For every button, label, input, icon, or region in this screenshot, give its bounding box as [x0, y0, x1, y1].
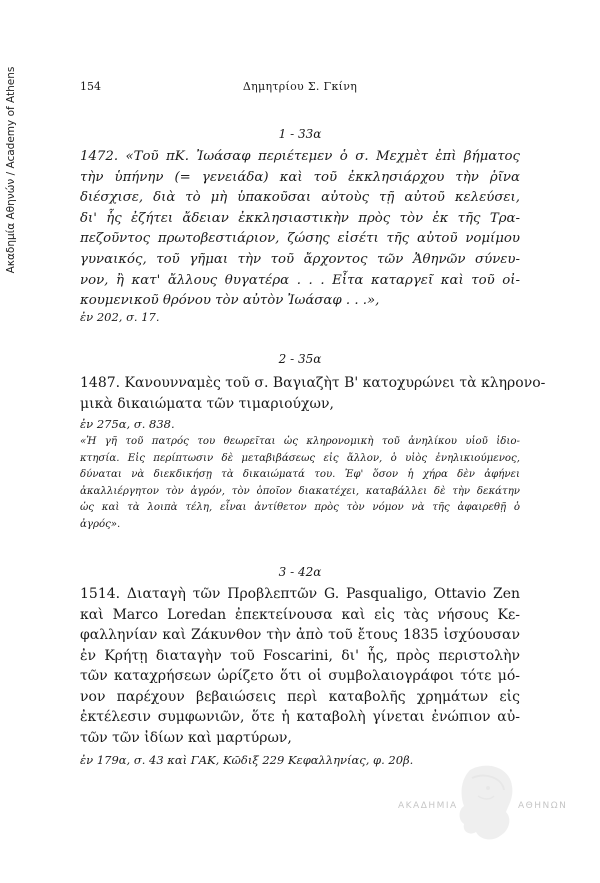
- entry-line: 1487. Κανουνναμὲς τοῦ σ. Βαγιαζὴτ Β' κατοχυρώνει τὰ κληρονο-: [80, 375, 546, 391]
- entry-line: διέσχισε, διὰ τὸ μὴ ὑπακοῦσαι αὐτοὺς τῇ αὐτοῦ κελεύσει,: [80, 190, 520, 206]
- quote-line: «Ἡ γῆ τοῦ πατρός του θεωρεῖται ὡς κληρονομικὴ τοῦ ἀνηλίκου υἱοῦ ἰδιο-: [80, 436, 520, 447]
- quote-line: δύναται νὰ διεκδικήσῃ τὰ δικαιώματά του. Ἐφ' ὅσον ἡ χήρα δὲν ἀφήνει: [80, 469, 520, 481]
- entry-line: ἐν Κρήτῃ διαταγὴν τοῦ Foscarini, δι' ἧς, πρὸς περιστολὴν: [80, 647, 520, 664]
- entry-line: 1472. «Τοῦ πΚ. Ἰωάσαφ περιέτεμεν ὁ σ. Μεχμὲτ ἐπὶ βήματος: [80, 149, 520, 164]
- entry-1487: [80, 373, 546, 414]
- entry-line: νον παρέχουν βεβαιώσεις περὶ καταβολῆς χρημάτων εἰς: [80, 688, 520, 705]
- quote-line: ἀγρός».: [80, 518, 121, 530]
- quote-line: ἀκαλλιέργητον τὸν ἀγρόν, τὸν ὁποῖον διακατέχει, καταβάλλει δὲ τὴν δεκάτην: [80, 485, 520, 497]
- entry-1514: [80, 584, 520, 748]
- page-number: 154: [80, 80, 101, 93]
- entry-1472: [80, 147, 520, 312]
- section-heading-2: 2 - 35α: [278, 352, 322, 366]
- entry-line: ἐκτέλεσιν συμφωνιῶν, ὅτε ἡ καταβολὴ γίνεται ἐνώπιον αὐ-: [80, 709, 520, 725]
- entry-line: νον, ἢ κατ' ἄλλους θυγατέρα . . . Εἶτα καταργεῖ καὶ τοῦ οἰ-: [80, 272, 520, 288]
- entry-line: καὶ Marco Loredan ἐπεκτείνουσα καὶ εἰς τὰς νήσους Κε-: [80, 606, 520, 623]
- entry-line: τὴν ὑπήνην (= γενειάδα) καὶ τοῦ ἐκκλησιάρχου τὴν ῥῖνα: [80, 169, 520, 185]
- entry-line: κουμενικοῦ θρόνου τὸν αὐτὸν Ἰωάσαφ . . .»,: [80, 293, 380, 309]
- entry-line: 1514. Διαταγὴ τῶν Προβλεπτῶν G. Pasqualigo, Ottavio Zen: [80, 586, 520, 602]
- entry-1514-reference: ἐν 179α, σ. 43 καὶ ΓΑΚ, Κῶδιξ 229 Κεφαλληνίας, φ. 20β.: [80, 753, 414, 767]
- quote-line: κτησία. Εἰς περίπτωσιν δὲ μεταβιβάσεως εἰς ἄλλον, ὁ υἱὸς ἐνηλικιούμενος,: [80, 452, 520, 464]
- section-heading-1: 1 - 33α: [278, 127, 322, 141]
- entry-line: φαλληνίαν καὶ Ζάκυνθον τὴν ἀπὸ τοῦ ἔτους 1835 ἰσχύουσαν: [80, 627, 520, 643]
- section-heading-3: 3 - 42α: [278, 565, 322, 579]
- quote-line: ὡς καὶ τὰ λοιπὰ τέλη, εἶναι ἀντίθετον πρὸς τὸν νόμον νὰ τῆς ἀφαιρεθῇ ὁ: [80, 502, 520, 514]
- entry-1487-quote: [80, 434, 520, 534]
- entry-line: τῶν καταχρήσεων ὡρίζετο ὅτι οἱ συμβολαιογράφοι τότε μό-: [80, 668, 520, 684]
- running-head: Δημητρίου Σ. Γκίνη: [242, 80, 358, 93]
- entry-1472-reference: ἐν 202, σ. 17.: [80, 310, 160, 324]
- side-label-text: Ακαδημία Αθηνών / Academy of Athens: [5, 66, 17, 274]
- entry-line: δι' ἧς ἐζήτει ἄδειαν ἐκκλησιαστικὴν πρὸς τὸν ἐκ τῆς Τρα-: [80, 210, 520, 226]
- entry-line: τῶν τῶν ἰδίων καὶ μαρτύρων,: [80, 729, 292, 746]
- watermark-text-right: ΑΘΗΝΩΝ: [518, 801, 568, 811]
- athena-head-icon: [460, 766, 513, 840]
- entry-line: πεζοῦντος πρωτοβεστιάριον, ζώσης εἰσέτι τῆς αὐτοῦ νομίμου: [80, 231, 520, 247]
- watermark-text-left: ΑΚΑΔΗΜΙΑ: [398, 801, 458, 811]
- entry-line: γυναικός, τοῦ γῆμαι τὴν τοῦ ἄρχοντος τῶν Ἀθηνῶν σύνευ-: [80, 251, 520, 267]
- entry-line: μικὰ δικαιώματα τῶν τιμαριούχων,: [80, 395, 334, 412]
- entry-1487-reference: ἐν 275α, σ. 838.: [80, 417, 175, 431]
